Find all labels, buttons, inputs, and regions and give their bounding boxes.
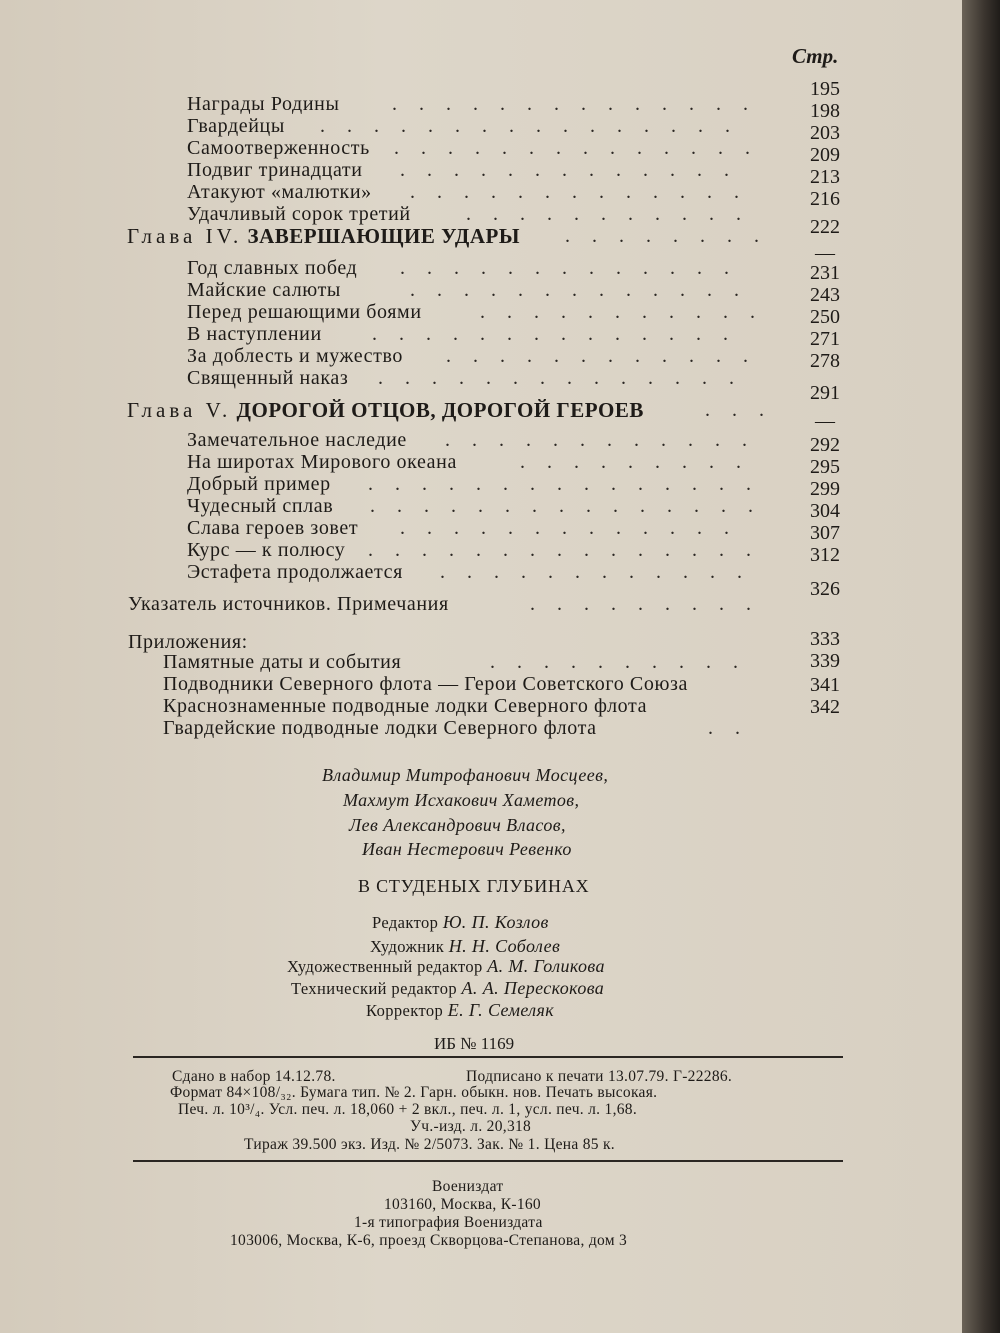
toc-page-number: 304 <box>810 500 840 522</box>
toc-page-number: 339 <box>810 650 840 672</box>
toc-page-number: 195 <box>810 78 840 100</box>
toc-leader-dots: ............... <box>368 473 773 495</box>
toc-entry <box>187 516 358 540</box>
toc-entry-title: Слава героев зовет <box>187 517 359 539</box>
toc-leader-dots: ............... <box>368 539 773 561</box>
author-line: Владимир Митрофанович Мосцеев, <box>322 765 609 785</box>
toc-entry <box>187 180 372 204</box>
toc-leader-dots: ........ <box>565 225 781 247</box>
toc-chapter-label: Глава V. <box>127 398 232 422</box>
toc-entry-title: За доблесть и мужество <box>187 345 403 367</box>
toc-entry <box>187 344 403 368</box>
toc-entry-title: Удачливый сорок третий <box>187 203 411 225</box>
toc-entry <box>187 450 457 474</box>
toc-page-number: 209 <box>810 144 840 166</box>
toc-entry <box>128 592 449 616</box>
toc-leader-dots: ............. <box>400 257 751 279</box>
credit-line: Технический редактор А. А. Перескокова <box>291 978 605 998</box>
toc-leader-dots: ............. <box>410 181 761 203</box>
toc-entry-title: Эстафета продолжается <box>187 561 403 583</box>
toc-chapter-title: ЗАВЕРШАЮЩИЕ УДАРЫ <box>247 224 520 248</box>
divider <box>133 1056 843 1058</box>
imprint-publisher-address: 103160, Москва, К-160 <box>384 1196 541 1213</box>
imprint-signed: Подписано к печати 13.07.79. Г-22286. <box>466 1068 733 1085</box>
author-line: Иван Нестерович Ревенко <box>362 839 572 859</box>
credit-line: Корректор Е. Г. Семеляк <box>366 1000 555 1020</box>
toc-page-number: — <box>815 410 835 432</box>
ib-number: ИБ № 1169 <box>434 1034 515 1053</box>
toc-page-number: 326 <box>810 578 840 600</box>
toc-leader-dots: ........... <box>466 203 763 225</box>
toc-page-number: 312 <box>810 544 840 566</box>
toc-entry-title: Памятные даты и события <box>163 651 402 673</box>
toc-page-number: — <box>815 242 835 264</box>
toc-page-number: 292 <box>810 434 840 456</box>
toc-entry <box>187 92 339 116</box>
toc-entry <box>187 300 422 324</box>
toc-chapter-row <box>127 224 520 248</box>
toc-entry-title: Священный наказ <box>187 367 349 389</box>
toc-entry-title: Перед решающими боями <box>187 301 422 323</box>
toc-chapter-row <box>127 398 644 422</box>
toc-leader-dots: .............. <box>394 137 772 159</box>
toc-leader-dots: .. <box>708 717 762 739</box>
toc-entry-title: Майские салюты <box>187 279 341 301</box>
toc-page-number: 342 <box>810 696 840 718</box>
toc-entry-title: Подвиг тринадцати <box>187 159 363 181</box>
toc-entry-title: Курс — к полюсу <box>187 539 346 561</box>
divider <box>133 1160 843 1162</box>
imprint-publisher: Воениздат <box>432 1178 504 1195</box>
toc-page-number: 222 <box>810 216 840 238</box>
toc-leader-dots: ............ <box>445 429 769 451</box>
credit-line: Редактор Ю. П. Козлов <box>372 912 549 932</box>
toc-page-number: 333 <box>810 628 840 650</box>
toc-leader-dots: ............ <box>440 561 764 583</box>
toc-entry-title: Подводники Северного флота — Герои Советского Союза <box>163 673 688 695</box>
toc-chapter-label: Глава IV. <box>127 224 243 248</box>
toc-entry-title: Краснознаменные подводные лодки Северного флота <box>163 695 648 717</box>
toc-entry <box>187 494 333 518</box>
toc-entry <box>187 472 331 496</box>
toc-leader-dots: ... <box>705 399 786 421</box>
toc-leader-dots: .............. <box>378 367 756 389</box>
toc-entry <box>187 428 407 452</box>
author-line: Махмут Исхакович Хаметов, <box>343 790 580 810</box>
credit-line: Художник Н. Н. Соболев <box>370 936 561 956</box>
toc-leader-dots: ........... <box>480 301 777 323</box>
toc-page-number: 299 <box>810 478 840 500</box>
imprint-edition-sheets: Уч.-изд. л. 20,318 <box>410 1118 532 1135</box>
toc-entry-title: Замечательное наследие <box>187 429 407 451</box>
toc-entry-title: Чудесный сплав <box>187 495 334 517</box>
toc-leader-dots: ......... <box>520 451 763 473</box>
toc-leader-dots: .............. <box>372 323 750 345</box>
toc-page-number: 231 <box>810 262 840 284</box>
toc-page-number: 278 <box>810 350 840 372</box>
toc-leader-dots: ......... <box>530 593 773 615</box>
page-column-label: Стр. <box>792 44 839 68</box>
toc-entry-title: Приложения: <box>128 631 248 653</box>
toc-page-number: 307 <box>810 522 840 544</box>
imprint-printer-address: 103006, Москва, К-6, проезд Скворцова-Степанова, дом 3 <box>230 1232 628 1249</box>
toc-entry <box>187 322 322 346</box>
toc-leader-dots: ............. <box>400 159 751 181</box>
toc-page-number: 341 <box>810 674 840 696</box>
toc-leader-dots: .......... <box>490 651 760 673</box>
toc-entry-title: Год славных побед <box>187 257 358 279</box>
toc-page-number: 291 <box>810 382 840 404</box>
toc-page-number: 271 <box>810 328 840 350</box>
toc-entry <box>187 158 363 182</box>
toc-page-number: 295 <box>810 456 840 478</box>
toc-entry <box>187 560 403 584</box>
toc-entry-title: Награды Родины <box>187 93 340 115</box>
toc-entry-title: На широтах Мирового океана <box>187 451 457 473</box>
imprint-format: Формат 84×108/₃₂. Бумага тип. № 2. Гарн. обыкн. нов. Печать высокая. <box>170 1084 658 1101</box>
toc-entry <box>163 650 401 674</box>
toc-entry-title: В наступлении <box>187 323 322 345</box>
toc-entry <box>187 366 348 390</box>
toc-entry-title: Атакуют «малютки» <box>187 181 372 203</box>
toc-entry-title: Гвардейцы <box>187 115 285 137</box>
imprint-run: Тираж 39.500 экз. Изд. № 2/5073. Зак. № 1. Цена 85 к. <box>244 1136 615 1153</box>
toc-entry <box>187 256 357 280</box>
toc-entry <box>163 694 647 718</box>
credit-line: Художественный редактор А. М. Голикова <box>287 956 605 976</box>
toc-entry <box>187 114 285 138</box>
toc-leader-dots: .............. <box>392 93 770 115</box>
imprint-printer: 1-я типография Воениздата <box>354 1214 543 1231</box>
toc-chapter-title: ДОРОГОЙ ОТЦОВ, ДОРОГОЙ ГЕРОЕВ <box>236 398 644 422</box>
toc-entry <box>187 538 345 562</box>
toc-leader-dots: ............... <box>370 495 775 517</box>
toc-entry-title: Самоотверженность <box>187 137 370 159</box>
toc-page-number: 213 <box>810 166 840 188</box>
imprint-sheets: Печ. л. 10³/₄. Усл. печ. л. 18,060 + 2 вкл., печ. л. 1, усл. печ. л. 1,68. <box>178 1101 638 1118</box>
toc-leader-dots: ............. <box>400 517 751 539</box>
toc-entry-title: Добрый пример <box>187 473 331 495</box>
toc-leader-dots: ............ <box>446 345 770 367</box>
toc-page-number: 203 <box>810 122 840 144</box>
toc-entry <box>163 716 597 740</box>
toc-page-number: 216 <box>810 188 840 210</box>
toc-entry <box>163 672 688 696</box>
toc-page-number: 198 <box>810 100 840 122</box>
author-line: Лев Александрович Власов, <box>349 815 566 835</box>
toc-page-number: 243 <box>810 284 840 306</box>
toc-entry <box>187 278 341 302</box>
book-title: В СТУДЕНЫХ ГЛУБИНАХ <box>358 876 590 896</box>
toc-page-number: 250 <box>810 306 840 328</box>
toc-leader-dots: ................ <box>320 115 752 137</box>
toc-entry <box>187 202 411 226</box>
toc-entry-title: Гвардейские подводные лодки Северного флота <box>163 717 597 739</box>
toc-entry <box>187 136 370 160</box>
page-edge-shadow <box>962 0 1000 1333</box>
toc-leader-dots: ............. <box>410 279 761 301</box>
imprint-sent: Сдано в набор 14.12.78. <box>172 1068 336 1085</box>
toc-entry-title: Указатель источников. Примечания <box>128 593 449 615</box>
